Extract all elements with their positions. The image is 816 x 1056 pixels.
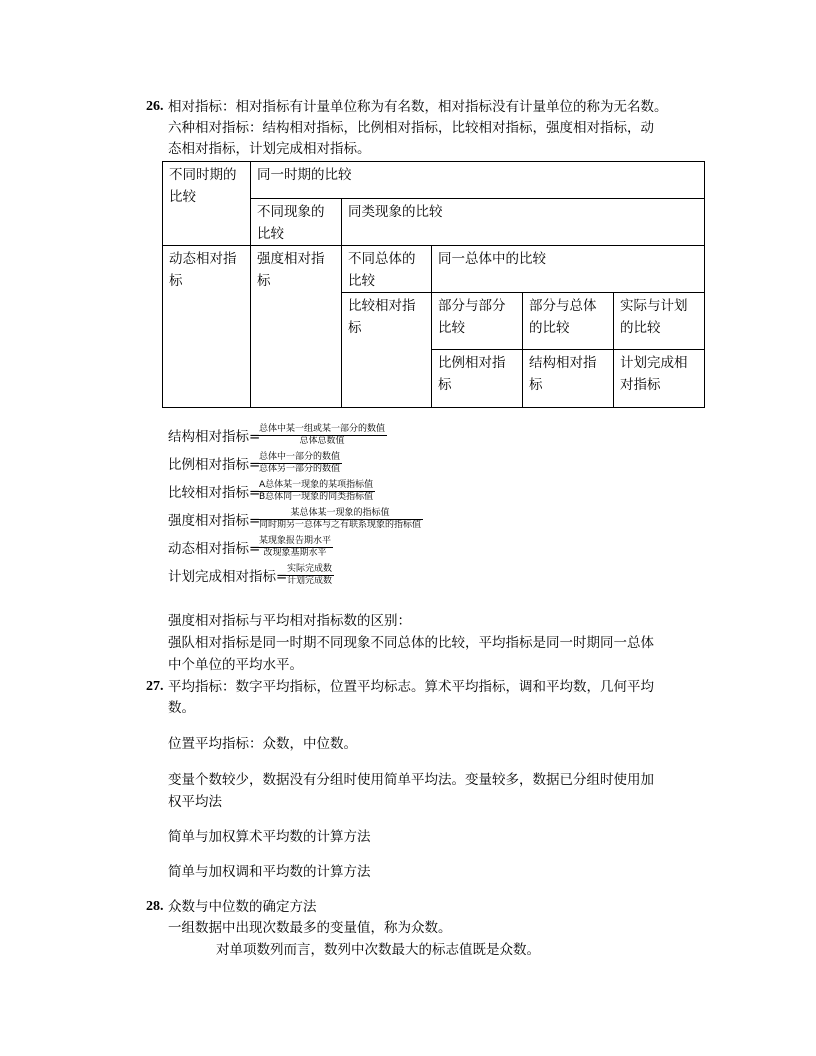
fraction-denominator: 同时期另一总体与之有联系现象的指标值 bbox=[259, 520, 422, 530]
formula-label: 强度相对指标= bbox=[168, 513, 261, 529]
fraction-numerator: 总体中某一组或某一部分的数值 bbox=[259, 424, 386, 434]
cell-plan: 计划完成相对指标 bbox=[614, 350, 705, 408]
cell-diff-phenomena: 不同现象的比较 bbox=[251, 199, 342, 246]
fraction-numerator: 某总体某一现象的指标值 bbox=[257, 508, 423, 520]
section-26-number: 26. bbox=[146, 99, 164, 114]
section-28-title: 众数与中位数的确定方法 bbox=[168, 899, 317, 915]
fraction bbox=[257, 452, 342, 475]
fraction-numerator: 实际完成数 bbox=[287, 564, 333, 574]
section-28-number: 28. bbox=[146, 899, 164, 914]
fraction bbox=[257, 480, 375, 503]
section-26-line2: 六种相对指标：结构相对指标，比例相对指标，比较相对指标，强度相对指标，动 bbox=[168, 120, 654, 136]
formula-label: 比较相对指标= bbox=[168, 485, 261, 501]
cell-same-phenomena: 同类现象的比较 bbox=[342, 199, 705, 246]
cell-same-total: 同一总体中的比较 bbox=[432, 246, 705, 293]
section-27-line2: 数。 bbox=[168, 700, 195, 716]
cell-same-period: 同一时期的比较 bbox=[251, 162, 705, 199]
cell-intensity: 强度相对指标 bbox=[251, 246, 342, 408]
cell-dynamic: 动态相对指标 bbox=[163, 246, 251, 408]
formula-label: 比例相对指标= bbox=[168, 457, 261, 473]
section-26-line1: 相对指标：相对指标有计量单位称为有名数，相对指标没有计量单位的称为无名数。 bbox=[168, 99, 668, 115]
cell-diff-total: 不同总体的比较 bbox=[342, 246, 432, 293]
variable-count-line2: 权平均法 bbox=[168, 794, 222, 810]
variable-count-line1: 变量个数较少，数据没有分组时使用简单平均法。变量较多，数据已分组时使用加 bbox=[168, 772, 654, 788]
harmonic-mean-text: 简单与加权调和平均数的计算方法 bbox=[168, 864, 371, 880]
fraction-numerator: 总体中一部分的数值 bbox=[259, 452, 341, 462]
fraction bbox=[257, 424, 387, 447]
cell-ratio: 比例相对指标 bbox=[432, 350, 523, 408]
diff-line2: 中个单位的平均水平。 bbox=[168, 657, 303, 673]
fraction-numerator: A总体某一现象的某项指标值 bbox=[257, 480, 375, 492]
fraction-denominator: 计划完成数 bbox=[287, 576, 333, 586]
cell-structure: 结构相对指标 bbox=[523, 350, 614, 408]
cell-part-total: 部分与总体的比较 bbox=[523, 293, 614, 350]
fraction bbox=[257, 508, 423, 531]
fraction-numerator: 某现象报告期水平 bbox=[259, 536, 332, 546]
formula-label: 计划完成相对指标= bbox=[168, 569, 288, 585]
cell-part-part: 部分与部分比较 bbox=[432, 293, 523, 350]
section-26-line3: 态相对指标，计划完成相对指标。 bbox=[168, 141, 371, 157]
arithmetic-mean-text: 简单与加权算术平均数的计算方法 bbox=[168, 829, 371, 845]
relative-indicator-table bbox=[162, 161, 705, 408]
diff-line1: 强队相对指标是同一时期不同现象不同总体的比较，平均指标是同一时期同一总体 bbox=[168, 635, 654, 651]
fraction bbox=[285, 564, 334, 587]
formula-label: 结构相对指标= bbox=[168, 429, 261, 445]
section-27-number: 27. bbox=[146, 679, 164, 694]
fraction-denominator: 总体总数值 bbox=[299, 436, 345, 446]
section-28-line2: 对单项数列而言，数列中次数最大的标志值既是众数。 bbox=[216, 942, 540, 958]
cell-actual-plan: 实际与计划的比较 bbox=[614, 293, 705, 350]
fraction bbox=[257, 536, 333, 559]
section-27-line1: 平均指标：数字平均指标，位置平均标志。算术平均指标，调和平均数，几何平均 bbox=[168, 679, 654, 695]
formula-label: 动态相对指标= bbox=[168, 541, 261, 557]
fraction-denominator: B总体同一现象的同类指标值 bbox=[259, 492, 374, 502]
cell-compare: 比较相对指标 bbox=[342, 293, 432, 408]
fraction-denominator: 改现象基期水平 bbox=[263, 548, 327, 558]
position-average-text: 位置平均指标：众数，中位数。 bbox=[168, 736, 357, 752]
section-28-line1: 一组数据中出现次数最多的变量值，称为众数。 bbox=[168, 920, 452, 936]
cell-diff-period: 不同时期的比较 bbox=[163, 162, 251, 246]
diff-title: 强度相对指标与平均相对指标数的区别： bbox=[168, 613, 411, 629]
fraction-denominator: 总体另一部分的数值 bbox=[259, 464, 341, 474]
